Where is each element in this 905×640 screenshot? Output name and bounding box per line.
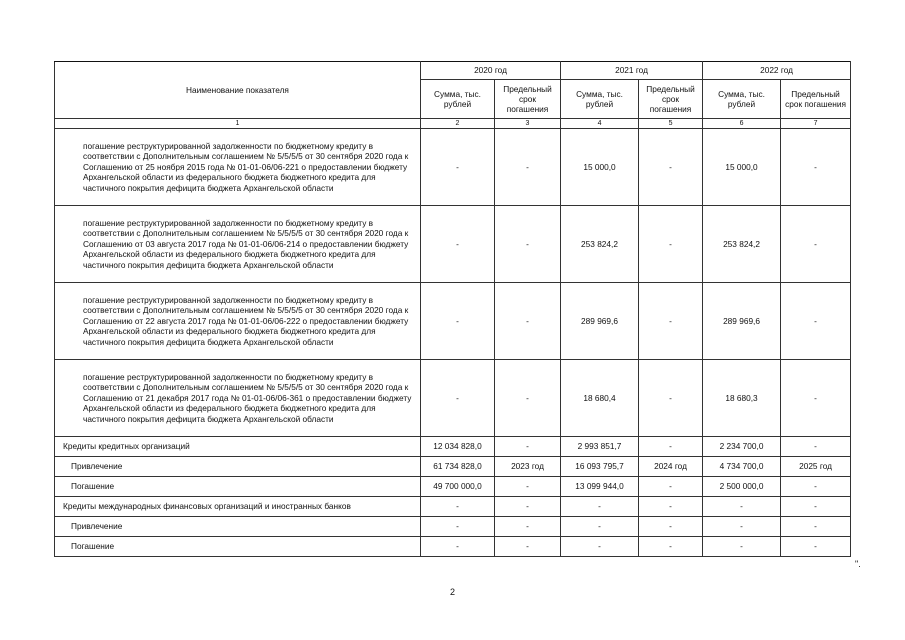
row-name: погашение реструктурированной задолженности по бюджетному кредиту в соответствии с Дополнительным соглашением № 5/5/5/5 от 30 сентября 2020 года к Соглашению от 21 декабря 2017 года № 01-01-06/06-361 о предоставлении бюджету Архангельской области из федерального бюджета бюджетного кредита для частичного покрытия дефицита бюджета Архангельской области bbox=[55, 360, 421, 437]
sum-2020-cell: - bbox=[421, 537, 495, 557]
term-2022-cell: 2025 год bbox=[781, 457, 851, 477]
sum-2022-cell: 18 680,3 bbox=[703, 360, 781, 437]
sum-2021-cell: - bbox=[561, 517, 639, 537]
header-year-2020: 2020 год bbox=[421, 62, 561, 80]
column-number: 3 bbox=[495, 119, 561, 129]
table-row bbox=[55, 497, 851, 517]
sum-2021-cell: 289 969,6 bbox=[561, 283, 639, 360]
row-name: Привлечение bbox=[55, 517, 421, 537]
sum-2022-cell: 15 000,0 bbox=[703, 129, 781, 206]
table-row bbox=[55, 206, 851, 283]
column-number: 6 bbox=[703, 119, 781, 129]
term-2022-cell: - bbox=[781, 477, 851, 497]
term-2022-cell: - bbox=[781, 497, 851, 517]
sum-2022-cell: 253 824,2 bbox=[703, 206, 781, 283]
table-row bbox=[55, 457, 851, 477]
term-2020-cell: - bbox=[495, 517, 561, 537]
term-2022-cell: - bbox=[781, 537, 851, 557]
header-term-2020: Предельный срок погашения bbox=[495, 80, 561, 119]
sum-2022-cell: 2 234 700,0 bbox=[703, 437, 781, 457]
header-term-2022: Предельный срок погашения bbox=[781, 80, 851, 119]
sum-2020-cell: 61 734 828,0 bbox=[421, 457, 495, 477]
table-row bbox=[55, 477, 851, 497]
header-sum-2021: Сумма, тыс. рублей bbox=[561, 80, 639, 119]
column-number: 2 bbox=[421, 119, 495, 129]
sum-2022-cell: - bbox=[703, 517, 781, 537]
header-sum-2022: Сумма, тыс. рублей bbox=[703, 80, 781, 119]
column-number: 4 bbox=[561, 119, 639, 129]
sum-2020-cell: - bbox=[421, 497, 495, 517]
term-2021-cell: - bbox=[639, 517, 703, 537]
term-2021-cell: - bbox=[639, 497, 703, 517]
row-name: погашение реструктурированной задолженности по бюджетному кредиту в соответствии с Дополнительным соглашением № 5/5/5/5 от 30 сентября 2020 года к Соглашению от 25 ноября 2015 года № 01-01-06/06-221 о предоставлении бюджету Архангельской области из федерального бюджета бюджетного кредита для частичного покрытия дефицита бюджета Архангельской области bbox=[55, 129, 421, 206]
term-2022-cell: - bbox=[781, 129, 851, 206]
sum-2021-cell: - bbox=[561, 537, 639, 557]
sum-2020-cell: - bbox=[421, 206, 495, 283]
term-2021-cell: - bbox=[639, 129, 703, 206]
term-2020-cell: - bbox=[495, 360, 561, 437]
term-2022-cell: - bbox=[781, 517, 851, 537]
sum-2020-cell: - bbox=[421, 360, 495, 437]
sum-2021-cell: - bbox=[561, 497, 639, 517]
sum-2021-cell: 16 093 795,7 bbox=[561, 457, 639, 477]
column-number: 1 bbox=[55, 119, 421, 129]
closing-quote-mark: ". bbox=[855, 559, 861, 569]
row-name: Привлечение bbox=[55, 457, 421, 477]
sum-2021-cell: 253 824,2 bbox=[561, 206, 639, 283]
term-2020-cell: - bbox=[495, 283, 561, 360]
sum-2022-cell: 2 500 000,0 bbox=[703, 477, 781, 497]
row-name: погашение реструктурированной задолженности по бюджетному кредиту в соответствии с Дополнительным соглашением № 5/5/5/5 от 30 сентября 2020 года к Соглашению от 03 августа 2017 года № 01-01-06/06-214 о предоставлении бюджету Архангельской области из федерального бюджета бюджетного кредита для частичного покрытия дефицита бюджета Архангельской области bbox=[55, 206, 421, 283]
row-name: погашение реструктурированной задолженности по бюджетному кредиту в соответствии с Дополнительным соглашением № 5/5/5/5 от 30 сентября 2020 года к Соглашению от 22 августа 2017 года № 01-01-06/06-222 о предоставлении бюджету Архангельской области из федерального бюджета бюджетного кредита для частичного покрытия дефицита бюджета Архангельской области bbox=[55, 283, 421, 360]
term-2021-cell: 2024 год bbox=[639, 457, 703, 477]
header-sum-2020: Сумма, тыс. рублей bbox=[421, 80, 495, 119]
table-row bbox=[55, 129, 851, 206]
table-row bbox=[55, 360, 851, 437]
header-year-2021: 2021 год bbox=[561, 62, 703, 80]
header-year-2022: 2022 год bbox=[703, 62, 851, 80]
sum-2021-cell: 2 993 851,7 bbox=[561, 437, 639, 457]
column-number: 7 bbox=[781, 119, 851, 129]
sum-2022-cell: 289 969,6 bbox=[703, 283, 781, 360]
term-2022-cell: - bbox=[781, 206, 851, 283]
sum-2020-cell: - bbox=[421, 517, 495, 537]
term-2020-cell: - bbox=[495, 206, 561, 283]
sum-2021-cell: 15 000,0 bbox=[561, 129, 639, 206]
header-term-2021: Предельный срок погашения bbox=[639, 80, 703, 119]
table-row bbox=[55, 283, 851, 360]
table-row bbox=[55, 437, 851, 457]
term-2020-cell: - bbox=[495, 497, 561, 517]
sum-2022-cell: - bbox=[703, 497, 781, 517]
sum-2022-cell: 4 734 700,0 bbox=[703, 457, 781, 477]
term-2020-cell: - bbox=[495, 129, 561, 206]
sum-2021-cell: 18 680,4 bbox=[561, 360, 639, 437]
sum-2020-cell: 12 034 828,0 bbox=[421, 437, 495, 457]
sum-2022-cell: - bbox=[703, 537, 781, 557]
row-name: Погашение bbox=[55, 477, 421, 497]
sum-2020-cell: - bbox=[421, 283, 495, 360]
term-2021-cell: - bbox=[639, 206, 703, 283]
term-2021-cell: - bbox=[639, 360, 703, 437]
page-number: 2 bbox=[449, 587, 455, 597]
column-number: 5 bbox=[639, 119, 703, 129]
term-2022-cell: - bbox=[781, 437, 851, 457]
term-2021-cell: - bbox=[639, 437, 703, 457]
row-name: Кредиты кредитных организаций bbox=[55, 437, 421, 457]
header-name-column: Наименование показателя bbox=[55, 62, 421, 119]
term-2021-cell: - bbox=[639, 477, 703, 497]
term-2021-cell: - bbox=[639, 537, 703, 557]
term-2020-cell: - bbox=[495, 537, 561, 557]
term-2020-cell: 2023 год bbox=[495, 457, 561, 477]
term-2022-cell: - bbox=[781, 360, 851, 437]
column-number-row bbox=[55, 119, 851, 129]
term-2020-cell: - bbox=[495, 477, 561, 497]
budget-table bbox=[54, 61, 851, 557]
table-row bbox=[55, 537, 851, 557]
sum-2020-cell: 49 700 000,0 bbox=[421, 477, 495, 497]
row-name: Погашение bbox=[55, 537, 421, 557]
term-2022-cell: - bbox=[781, 283, 851, 360]
term-2021-cell: - bbox=[639, 283, 703, 360]
table-row bbox=[55, 517, 851, 537]
sum-2021-cell: 13 099 944,0 bbox=[561, 477, 639, 497]
term-2020-cell: - bbox=[495, 437, 561, 457]
sum-2020-cell: - bbox=[421, 129, 495, 206]
row-name: Кредиты международных финансовых организаций и иностранных банков bbox=[55, 497, 421, 517]
